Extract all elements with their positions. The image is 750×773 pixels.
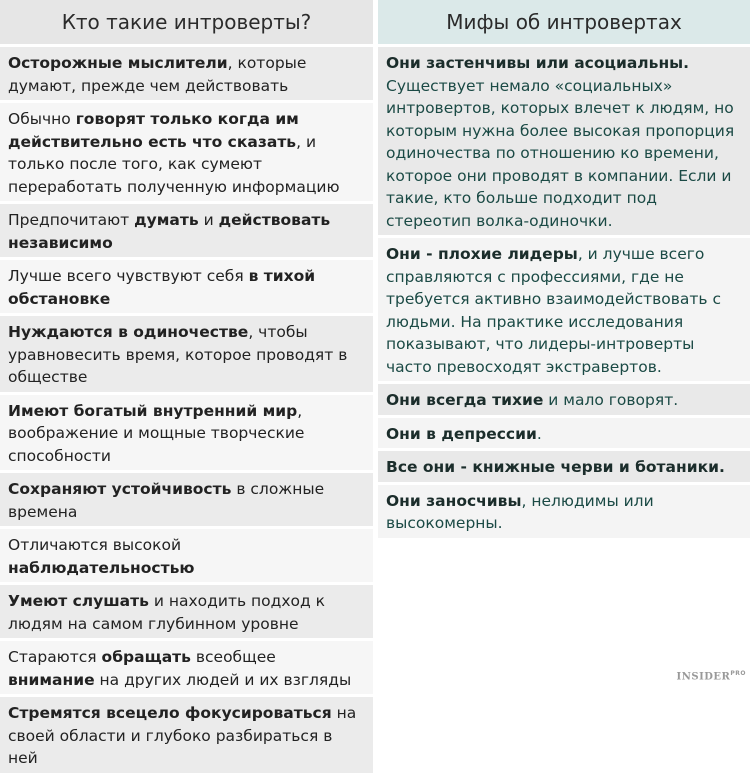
text: и <box>198 211 219 229</box>
trait-item <box>0 395 373 471</box>
myths-list <box>378 47 750 538</box>
trait-item <box>0 585 373 638</box>
trait-item <box>0 316 373 392</box>
text: Отличаются высокой <box>8 536 182 554</box>
bold-text: думать <box>134 211 199 229</box>
bold-text: действовать независимо <box>8 211 331 252</box>
bold-text: Все они - <box>386 458 473 476</box>
bold-text: обращать <box>101 648 191 666</box>
myths-header: Мифы об интровертах <box>378 0 750 44</box>
text: в сложные времена <box>8 480 325 521</box>
bold-text: Они заносчивы <box>386 491 522 510</box>
text: , и лучше всего справляются с профессиями, где не требуется активно взаимодействовать с людьми. На практике исследования показывают, что лидеры-интроверты часто превосходят экстравертов. <box>386 245 721 376</box>
bold-text: Они в <box>386 424 442 443</box>
trait-item <box>0 103 373 201</box>
insider-pro-logo: $INSIDER^{PRO}$ <box>676 669 746 682</box>
bold-text: внимание <box>8 670 95 689</box>
bold-text: Стремятся всецело фокусироваться <box>8 704 332 722</box>
bold-text: книжные черви и ботаники. <box>472 458 725 476</box>
bold-text: Они застенчивы или асоциальны. <box>386 54 690 72</box>
text: , чтобы уравновесить время, которое проводят в обществе <box>8 323 348 386</box>
text: . <box>536 424 542 443</box>
trait-item <box>0 260 373 313</box>
bold-text: в тихой обстановке <box>8 267 316 308</box>
bold-text: Умеют слушать <box>8 592 149 610</box>
trait-item <box>0 697 373 773</box>
myth-item <box>378 238 750 381</box>
trait-item <box>0 47 373 100</box>
text: Существует немало «социальных» интровертов, которых влечет к людям, но которым нужна более высокая пропорция одиночества по отношению ко времени, которое они проводят в компании. Если и такие, кто больше подходит под стереотип волка-одиночки. <box>386 76 735 230</box>
myth-item <box>378 47 750 235</box>
bold-text: депрессии <box>441 424 537 443</box>
bold-text: Осторожные мыслители <box>8 54 228 72</box>
bold-text: тихие <box>492 391 544 409</box>
introverts-header: Кто такие интроверты? <box>0 0 373 44</box>
bold-text: Они - плохие лидеры <box>386 245 578 263</box>
text: на других людей и их взгляды <box>94 670 352 689</box>
text: Обычно <box>8 110 76 128</box>
text: Лучше всего чувствуют себя <box>8 267 249 285</box>
text: на своей области и глубоко разбираться в ней <box>8 704 357 767</box>
text: , которые думают, прежде чем действовать <box>8 54 307 95</box>
text: , воображение и мощные творческие способности <box>8 401 305 465</box>
text: , и только после того, как сумеют переработать полученную информацию <box>8 132 340 196</box>
myths-column <box>378 0 750 538</box>
introverts-column <box>0 0 373 773</box>
myth-item <box>378 485 750 538</box>
bold-text: Нуждаются в одиночестве <box>8 323 249 341</box>
text: , нелюдимы или высокомерны. <box>386 491 654 532</box>
bold-text: говорят только когда им действительно есть что сказать <box>8 110 299 151</box>
trait-item <box>0 204 373 257</box>
myth-item <box>378 418 750 449</box>
text: всеобщее <box>190 648 276 666</box>
myth-item <box>378 384 750 415</box>
bold-text: Сохраняют устойчивость <box>8 480 232 498</box>
text: и находить подход к людям на самом глубинном уровне <box>8 592 326 633</box>
bold-text: Имеют богатый внутренний мир <box>8 401 298 420</box>
text: Предпочитают <box>8 211 135 229</box>
text: и мало говорят. <box>543 391 679 409</box>
introverts-list <box>0 47 373 773</box>
bold-text: Они всегда <box>386 391 493 409</box>
text: Стараются <box>8 648 102 666</box>
trait-item <box>0 473 373 526</box>
trait-item <box>0 529 373 582</box>
myth-item <box>378 451 750 482</box>
bold-text: наблюдательностью <box>8 558 195 577</box>
trait-item <box>0 641 373 694</box>
